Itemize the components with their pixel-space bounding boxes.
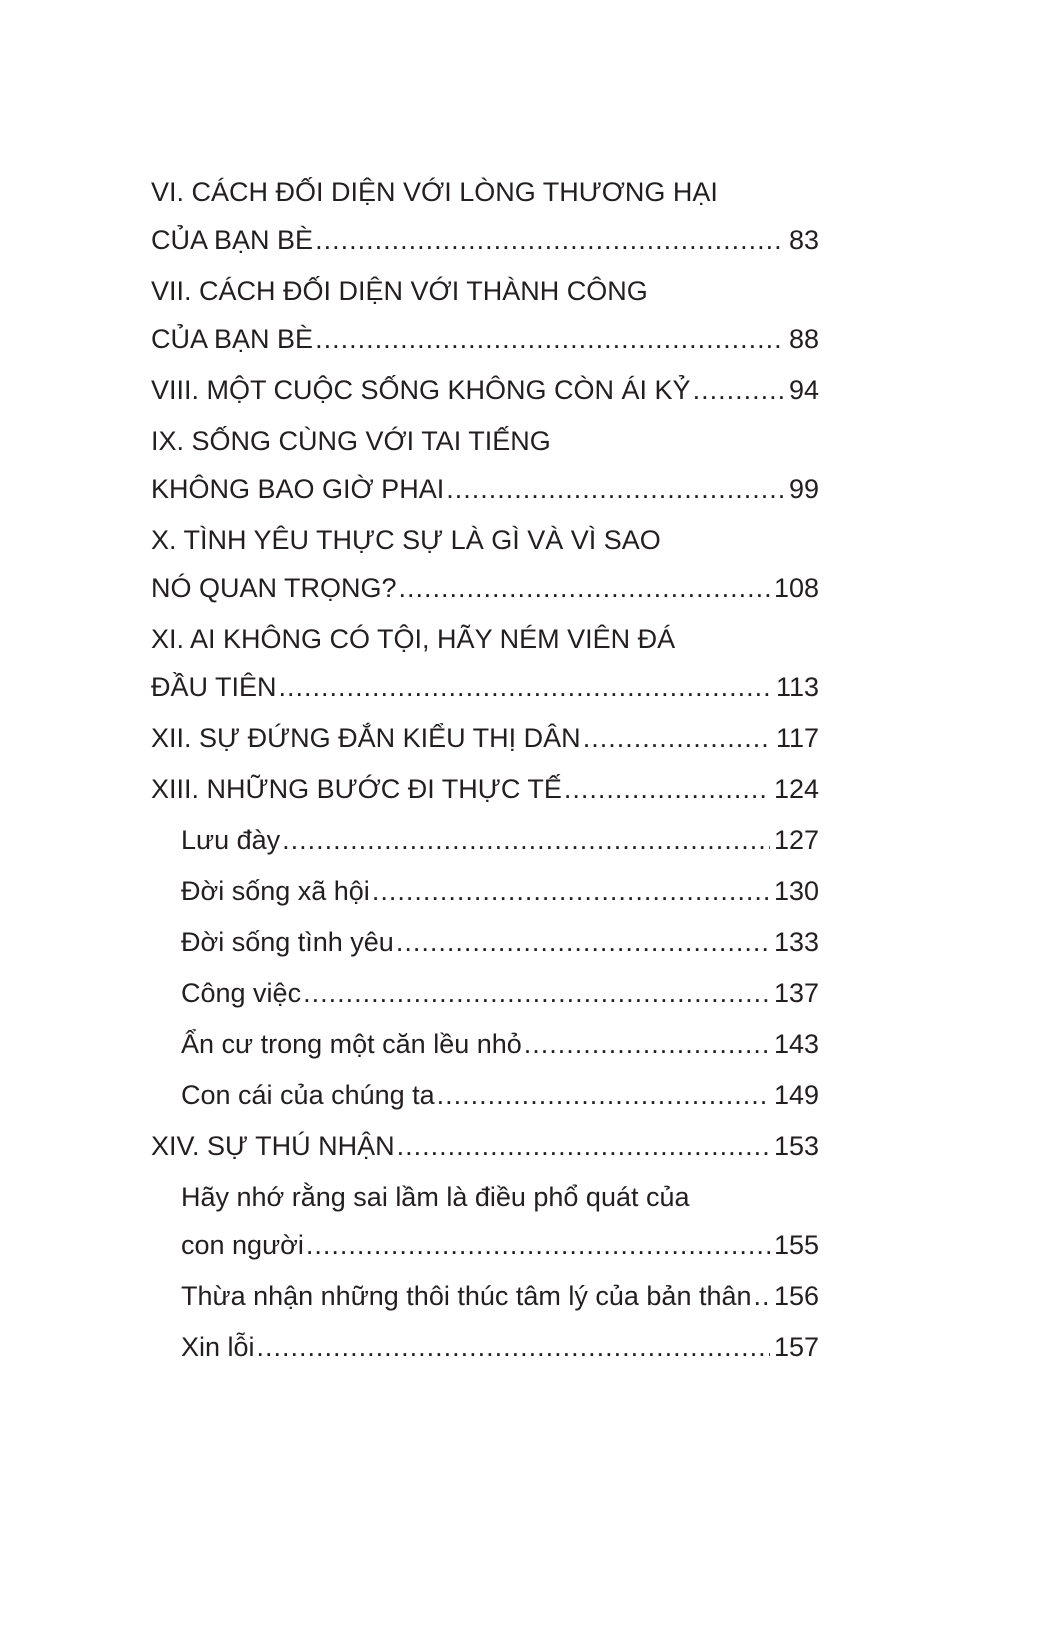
toc-entry-last-line	[151, 315, 819, 363]
dot-leader	[282, 816, 770, 864]
toc-entry[interactable]	[151, 765, 819, 813]
toc-entry-title: ĐẦU TIÊN	[151, 672, 277, 702]
dot-leader	[437, 1071, 770, 1119]
toc-page-number: 88	[788, 324, 819, 354]
toc-subentry[interactable]	[151, 867, 819, 915]
toc-entry-last-line	[151, 816, 819, 864]
toc-entry-last-line	[151, 1020, 819, 1068]
toc-entry-title: Thừa nhận những thôi thúc tâm lý của bản thân	[181, 1281, 752, 1311]
dot-leader	[397, 1122, 770, 1170]
toc-entry-title-line: X. TÌNH YÊU THỰC SỰ LÀ GÌ VÀ VÌ SAO	[151, 525, 661, 555]
toc-entry-title-line: Hãy nhớ rằng sai lầm là điều phổ quát của	[181, 1182, 690, 1212]
toc-subentry[interactable]	[151, 1272, 819, 1320]
toc-entry-title: Lưu đày	[181, 825, 281, 855]
toc-entry-last-line	[151, 663, 819, 711]
toc-entry-last-line	[151, 1323, 819, 1371]
toc-subentry[interactable]	[151, 969, 819, 1017]
dot-leader	[524, 1020, 770, 1068]
toc-entry[interactable]	[151, 615, 819, 711]
toc-page-number: 83	[788, 225, 819, 255]
toc-page-number: 153	[773, 1131, 819, 1161]
dot-leader	[303, 969, 770, 1017]
toc-entry-last-line	[151, 969, 819, 1017]
toc-page-number: 130	[773, 876, 819, 906]
toc-page-number: 113	[775, 672, 819, 702]
dot-leader	[693, 366, 785, 414]
toc-page-number: 133	[773, 927, 819, 957]
toc-subentry[interactable]	[151, 1173, 819, 1269]
toc-entry-title: XIV. SỰ THÚ NHẬN	[151, 1131, 395, 1161]
toc-entry-last-line	[151, 366, 819, 414]
toc-entry-last-line	[151, 465, 819, 513]
toc-entry-title-line: IX. SỐNG CÙNG VỚI TAI TIẾNG	[151, 426, 551, 456]
toc-entry-title: XII. SỰ ĐỨNG ĐẮN KIỂU THỊ DÂN	[151, 723, 581, 753]
dot-leader	[754, 1272, 770, 1320]
dot-leader	[399, 564, 770, 612]
toc-entry[interactable]	[151, 366, 819, 414]
toc-entry-title: Con cái của chúng ta	[181, 1080, 435, 1110]
toc-entry-title: NÓ QUAN TRỌNG?	[151, 573, 397, 603]
toc-entry[interactable]	[151, 516, 819, 612]
toc-entry-title: XIII. NHỮNG BƯỚC ĐI THỰC TẾ	[151, 774, 562, 804]
dot-leader	[564, 765, 770, 813]
toc-entry-last-line	[151, 765, 819, 813]
toc-entry-last-line	[151, 1122, 819, 1170]
toc-entry-last-line	[151, 1071, 819, 1119]
toc-entry-title-line: VII. CÁCH ĐỐI DIỆN VỚI THÀNH CÔNG	[151, 276, 648, 306]
toc-entry-title: Ẩn cư trong một căn lều nhỏ	[181, 1029, 522, 1059]
toc-subentry[interactable]	[151, 1071, 819, 1119]
toc-page-number: 143	[773, 1029, 819, 1059]
toc-subentry[interactable]	[151, 1323, 819, 1371]
table-of-contents	[151, 168, 819, 1374]
toc-entry-title: Công việc	[181, 978, 302, 1008]
toc-page-number: 127	[773, 825, 819, 855]
toc-entry-last-line	[151, 918, 819, 966]
toc-page-number: 156	[773, 1281, 819, 1311]
toc-page-number: 99	[788, 474, 819, 504]
dot-leader	[315, 315, 785, 363]
toc-subentry[interactable]	[151, 918, 819, 966]
toc-page-number: 124	[773, 774, 819, 804]
dot-leader	[396, 918, 770, 966]
toc-entry-last-line	[151, 216, 819, 264]
toc-entry-title: Xin lỗi	[181, 1332, 255, 1362]
dot-leader	[446, 465, 785, 513]
toc-entry[interactable]	[151, 168, 819, 264]
toc-entry-title-line: VI. CÁCH ĐỐI DIỆN VỚI LÒNG THƯƠNG HẠI	[151, 177, 718, 207]
toc-page-number: 108	[773, 573, 819, 603]
toc-entry[interactable]	[151, 1122, 819, 1170]
toc-page-number: 137	[773, 978, 819, 1008]
dot-leader	[257, 1323, 770, 1371]
toc-page-number: 149	[773, 1080, 819, 1110]
toc-entry-last-line	[151, 867, 819, 915]
toc-page-number: 157	[773, 1332, 819, 1362]
toc-entry-last-line	[151, 564, 819, 612]
toc-page-number: 94	[788, 375, 819, 405]
toc-page-number: 117	[775, 723, 819, 753]
toc-subentry[interactable]	[151, 816, 819, 864]
dot-leader	[279, 663, 772, 711]
toc-entry-title: CỦA BẠN BÈ	[151, 225, 314, 255]
toc-page-number: 155	[773, 1230, 819, 1260]
toc-entry-title: KHÔNG BAO GIỜ PHAI	[151, 474, 445, 504]
toc-entry[interactable]	[151, 714, 819, 762]
toc-entry-title: con người	[181, 1230, 304, 1260]
dot-leader	[306, 1221, 770, 1269]
toc-entry-title: Đời sống xã hội	[181, 876, 370, 906]
toc-entry-last-line	[151, 714, 819, 762]
toc-entry-title: CỦA BẠN BÈ	[151, 324, 314, 354]
toc-entry-last-line	[151, 1272, 819, 1320]
toc-entry-title: Đời sống tình yêu	[181, 927, 394, 957]
dot-leader	[583, 714, 772, 762]
toc-entry[interactable]	[151, 267, 819, 363]
toc-entry-title: VIII. MỘT CUỘC SỐNG KHÔNG CÒN ÁI KỶ	[151, 375, 691, 405]
toc-entry-title-line: XI. AI KHÔNG CÓ TỘI, HÃY NÉM VIÊN ĐÁ	[151, 624, 676, 654]
dot-leader	[372, 867, 770, 915]
dot-leader	[315, 216, 785, 264]
toc-entry-last-line	[151, 1221, 819, 1269]
toc-entry[interactable]	[151, 417, 819, 513]
toc-subentry[interactable]	[151, 1020, 819, 1068]
